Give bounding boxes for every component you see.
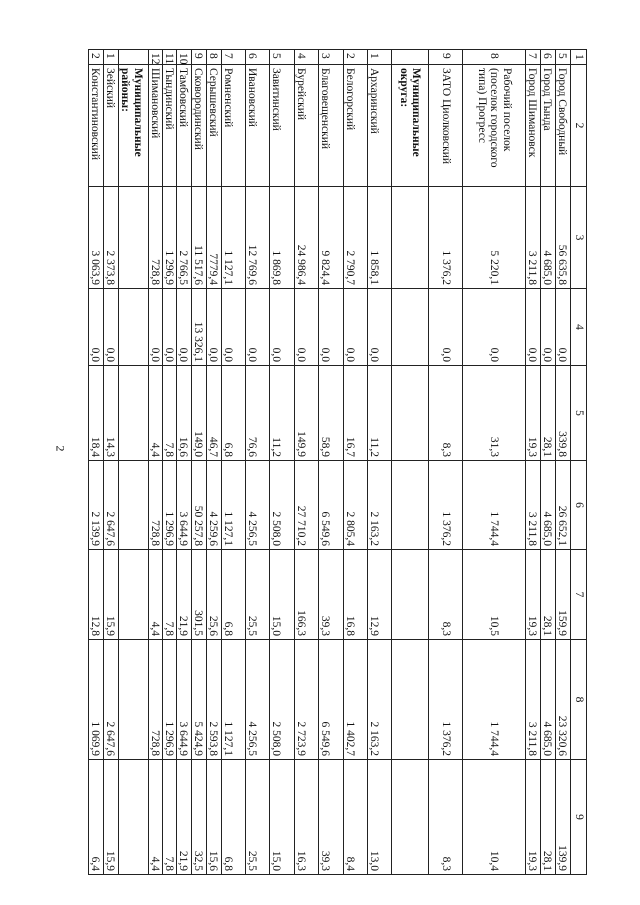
value-cell-c6 (119, 461, 149, 550)
value-cell-c3: 5 220,1 (463, 187, 526, 289)
value-cell-c6: 2 508,0 (270, 461, 295, 550)
value-cell-c8: 1 376,2 (429, 640, 463, 760)
value-cell-c9: 25,5 (246, 760, 270, 875)
value-cell-c3: 3 211,8 (526, 187, 541, 289)
value-cell-c3 (119, 187, 149, 289)
value-cell-c6: 2 163,2 (368, 461, 392, 550)
value-cell-c8: 1 127,1 (222, 640, 246, 760)
table-row (192, 50, 207, 875)
column-number-cell: 6 (571, 461, 587, 550)
value-cell-c8: 6 549,6 (319, 640, 344, 760)
value-cell-c3: 2 373,8 (104, 187, 119, 289)
value-cell-c5: 18,4 (89, 366, 104, 461)
value-cell-c4: 0,0 (429, 289, 463, 366)
value-cell-c5: 11,2 (270, 366, 295, 461)
value-cell-c5: 31,3 (463, 366, 526, 461)
municipality-name-cell: Белогорский (344, 65, 368, 187)
table-row (319, 50, 344, 875)
value-cell-c4: 0,0 (556, 289, 571, 366)
table-row (163, 50, 177, 875)
row-index-cell: 5 (556, 50, 571, 65)
table-row (149, 50, 163, 875)
value-cell-c7: 28,1 (541, 550, 556, 640)
column-number-cell: 3 (571, 187, 587, 289)
column-number-cell: 8 (571, 640, 587, 760)
row-index-cell: 2 (89, 50, 104, 65)
value-cell-c6: 728,8 (149, 461, 163, 550)
value-cell-c4: 0,0 (222, 289, 246, 366)
value-cell-c4: 0,0 (163, 289, 177, 366)
value-cell-c8: 1 744,4 (463, 640, 526, 760)
value-cell-c8: 1 069,9 (89, 640, 104, 760)
value-cell-c3: 1 858,1 (368, 187, 392, 289)
value-cell-c4: 0,0 (541, 289, 556, 366)
value-cell-c6: 3 211,8 (526, 461, 541, 550)
value-cell-c6: 1 744,4 (463, 461, 526, 550)
page-number: 2 (53, 445, 68, 452)
value-cell-c5: 339,8 (556, 366, 571, 461)
table-body (89, 50, 587, 875)
value-cell-c8: 4 256,5 (246, 640, 270, 760)
value-cell-c9: 6,8 (222, 760, 246, 875)
value-cell-c8: 2 593,8 (207, 640, 222, 760)
value-cell-c3: 9 824,4 (319, 187, 344, 289)
value-cell-c8 (392, 640, 429, 760)
value-cell-c4: 13 326,1 (192, 289, 207, 366)
value-cell-c9: 8,4 (344, 760, 368, 875)
value-cell-c8: 3 644,9 (177, 640, 192, 760)
value-cell-c4: 0,0 (368, 289, 392, 366)
municipality-name-cell: Тамбовский (177, 65, 192, 187)
column-number-cell: 1 (571, 50, 587, 65)
value-cell-c5: 58,9 (319, 366, 344, 461)
municipality-name-cell: Бурейский (295, 65, 319, 187)
row-index-cell: 7 (222, 50, 246, 65)
value-cell-c7: 16,8 (344, 550, 368, 640)
value-cell-c4 (392, 289, 429, 366)
municipality-name-cell: Муниципальные районы: (119, 65, 149, 187)
table-row (344, 50, 368, 875)
municipality-name-cell: Рабочий поселок (поселок городского типа) Прогресс (463, 65, 526, 187)
value-cell-c4: 0,0 (207, 289, 222, 366)
value-cell-c9: 8,3 (429, 760, 463, 875)
value-cell-c3: 4 685,0 (541, 187, 556, 289)
value-cell-c6: 4 685,0 (541, 461, 556, 550)
value-cell-c5 (392, 366, 429, 461)
value-cell-c8: 2 508,0 (270, 640, 295, 760)
value-cell-c5: 14,3 (104, 366, 119, 461)
value-cell-c3: 1 296,9 (163, 187, 177, 289)
value-cell-c3: 11 517,6 (192, 187, 207, 289)
value-cell-c3: 2 790,7 (344, 187, 368, 289)
value-cell-c7: 159,9 (556, 550, 571, 640)
table-row (207, 50, 222, 875)
municipality-name-cell: Тындинский (163, 65, 177, 187)
value-cell-c8: 4 685,0 (541, 640, 556, 760)
municipality-name-cell: Серышевский (207, 65, 222, 187)
table-row (177, 50, 192, 875)
value-cell-c8: 1 296,9 (163, 640, 177, 760)
value-cell-c7: 166,3 (295, 550, 319, 640)
value-cell-c3: 2 766,5 (177, 187, 192, 289)
value-cell-c9: 21,9 (177, 760, 192, 875)
value-cell-c7 (119, 550, 149, 640)
row-index-cell: 1 (104, 50, 119, 65)
value-cell-c3: 24 986,4 (295, 187, 319, 289)
value-cell-c4: 0,0 (89, 289, 104, 366)
value-cell-c5: 149,9 (295, 366, 319, 461)
value-cell-c9: 13,0 (368, 760, 392, 875)
value-cell-c8: 23 320,6 (556, 640, 571, 760)
value-cell-c7: 8,3 (429, 550, 463, 640)
value-cell-c6: 3 644,9 (177, 461, 192, 550)
value-cell-c3: 56 635,8 (556, 187, 571, 289)
row-index-cell: 10 (177, 50, 192, 65)
value-cell-c7: 7,8 (163, 550, 177, 640)
value-cell-c5: 16,7 (344, 366, 368, 461)
value-cell-c8: 1 402,7 (344, 640, 368, 760)
value-cell-c9: 16,3 (295, 760, 319, 875)
value-cell-c9: 39,3 (319, 760, 344, 875)
value-cell-c7: 4,4 (149, 550, 163, 640)
value-cell-c4: 0,0 (177, 289, 192, 366)
value-cell-c7: 12,8 (89, 550, 104, 640)
value-cell-c7: 301,5 (192, 550, 207, 640)
value-cell-c5: 11,2 (368, 366, 392, 461)
row-index-cell: 3 (319, 50, 344, 65)
column-number-cell: 9 (571, 760, 587, 875)
value-cell-c5: 8,3 (429, 366, 463, 461)
municipality-name-cell: Ивановский (246, 65, 270, 187)
value-cell-c4: 0,0 (149, 289, 163, 366)
value-cell-c7: 25,6 (207, 550, 222, 640)
table-row (556, 50, 571, 875)
value-cell-c9: 15,6 (207, 760, 222, 875)
value-cell-c4: 0,0 (344, 289, 368, 366)
row-index-cell: 11 (163, 50, 177, 65)
table-row (368, 50, 392, 875)
value-cell-c8: 2 163,2 (368, 640, 392, 760)
table-row (270, 50, 295, 875)
value-cell-c5: 6,8 (222, 366, 246, 461)
value-cell-c6: 1 296,9 (163, 461, 177, 550)
value-cell-c7: 12,9 (368, 550, 392, 640)
municipality-name-cell: Муниципальные округа: (392, 65, 429, 187)
value-cell-c6: 50 257,8 (192, 461, 207, 550)
table-row (246, 50, 270, 875)
municipality-name-cell: ЗАТО Циолковский (429, 65, 463, 187)
value-cell-c8: 2 723,9 (295, 640, 319, 760)
value-cell-c6: 4 256,5 (246, 461, 270, 550)
table-row (526, 50, 541, 875)
value-cell-c9: 6,4 (89, 760, 104, 875)
value-cell-c8: 5 424,9 (192, 640, 207, 760)
value-cell-c3: 1 869,8 (270, 187, 295, 289)
value-cell-c3: 7779,4 (207, 187, 222, 289)
municipality-name-cell: Город Свободный (556, 65, 571, 187)
value-cell-c6: 2 139,9 (89, 461, 104, 550)
table-row (541, 50, 556, 875)
row-index-cell: 6 (541, 50, 556, 65)
value-cell-c7: 15,9 (104, 550, 119, 640)
row-index-cell: 5 (270, 50, 295, 65)
value-cell-c6: 27 710,2 (295, 461, 319, 550)
row-index-cell (119, 50, 149, 65)
value-cell-c5: 76,6 (246, 366, 270, 461)
value-cell-c9: 15,9 (104, 760, 119, 875)
value-cell-c7: 6,8 (222, 550, 246, 640)
value-cell-c9: 139,9 (556, 760, 571, 875)
value-cell-c6: 1 376,2 (429, 461, 463, 550)
value-cell-c4: 0,0 (104, 289, 119, 366)
table-row (429, 50, 463, 875)
value-cell-c7: 15,0 (270, 550, 295, 640)
row-index-cell: 2 (344, 50, 368, 65)
value-cell-c9: 15,0 (270, 760, 295, 875)
value-cell-c6: 4 259,6 (207, 461, 222, 550)
municipality-name-cell: Шимановский (149, 65, 163, 187)
municipality-name-cell: Завитинский (270, 65, 295, 187)
column-number-cell: 4 (571, 289, 587, 366)
value-cell-c4: 0,0 (295, 289, 319, 366)
municipality-name-cell: Ромненский (222, 65, 246, 187)
value-cell-c6: 26 652,1 (556, 461, 571, 550)
value-cell-c5: 4,4 (149, 366, 163, 461)
value-cell-c5: 149,0 (192, 366, 207, 461)
municipality-name-cell: Зейский (104, 65, 119, 187)
value-cell-c9: 10,4 (463, 760, 526, 875)
value-cell-c6: 2 805,4 (344, 461, 368, 550)
municipality-name-cell: Константиновский (89, 65, 104, 187)
section-header-row (119, 50, 149, 875)
value-cell-c4: 0,0 (319, 289, 344, 366)
value-cell-c5 (119, 366, 149, 461)
value-cell-c3: 3 063,9 (89, 187, 104, 289)
municipality-name-cell: Архаринский (368, 65, 392, 187)
value-cell-c4 (119, 289, 149, 366)
value-cell-c4: 0,0 (463, 289, 526, 366)
value-cell-c4: 0,0 (246, 289, 270, 366)
data-table (88, 49, 587, 875)
row-index-cell: 1 (368, 50, 392, 65)
table-row (463, 50, 526, 875)
column-number-cell: 5 (571, 366, 587, 461)
value-cell-c4: 0,0 (270, 289, 295, 366)
value-cell-c3 (392, 187, 429, 289)
row-index-cell: 8 (463, 50, 526, 65)
value-cell-c7: 19,3 (526, 550, 541, 640)
section-header-row (392, 50, 429, 875)
value-cell-c9: 7,8 (163, 760, 177, 875)
column-number-cell: 7 (571, 550, 587, 640)
value-cell-c6: 1 127,1 (222, 461, 246, 550)
table-row (222, 50, 246, 875)
column-number-row (571, 50, 587, 875)
row-index-cell: 6 (246, 50, 270, 65)
row-index-cell: 7 (526, 50, 541, 65)
column-number-cell: 2 (571, 65, 587, 187)
value-cell-c8 (119, 640, 149, 760)
value-cell-c9: 28,1 (541, 760, 556, 875)
value-cell-c3: 728,8 (149, 187, 163, 289)
municipality-name-cell: Сковородинский (192, 65, 207, 187)
value-cell-c6: 2 647,6 (104, 461, 119, 550)
value-cell-c6 (392, 461, 429, 550)
value-cell-c7: 10,5 (463, 550, 526, 640)
value-cell-c6: 6 549,6 (319, 461, 344, 550)
value-cell-c5: 46,7 (207, 366, 222, 461)
value-cell-c5: 28,1 (541, 366, 556, 461)
row-index-cell: 9 (429, 50, 463, 65)
value-cell-c5: 7,8 (163, 366, 177, 461)
row-index-cell: 4 (295, 50, 319, 65)
value-cell-c9: 32,5 (192, 760, 207, 875)
value-cell-c8: 2 647,6 (104, 640, 119, 760)
table-row (104, 50, 119, 875)
row-index-cell: 12 (149, 50, 163, 65)
table-row (89, 50, 104, 875)
value-cell-c9: 4,4 (149, 760, 163, 875)
value-cell-c8: 3 211,8 (526, 640, 541, 760)
value-cell-c7: 21,9 (177, 550, 192, 640)
row-index-cell (392, 50, 429, 65)
value-cell-c5: 19,3 (526, 366, 541, 461)
value-cell-c7 (392, 550, 429, 640)
value-cell-c9 (119, 760, 149, 875)
value-cell-c9: 19,3 (526, 760, 541, 875)
table-row (295, 50, 319, 875)
value-cell-c7: 39,3 (319, 550, 344, 640)
municipality-name-cell: Город Шимановск (526, 65, 541, 187)
value-cell-c4: 0,0 (526, 289, 541, 366)
value-cell-c8: 728,8 (149, 640, 163, 760)
row-index-cell: 8 (207, 50, 222, 65)
value-cell-c7: 25,5 (246, 550, 270, 640)
value-cell-c3: 1 127,1 (222, 187, 246, 289)
value-cell-c3: 1 376,2 (429, 187, 463, 289)
row-index-cell: 9 (192, 50, 207, 65)
municipality-name-cell: Город Тында (541, 65, 556, 187)
value-cell-c5: 16,6 (177, 366, 192, 461)
rotated-table-sheet (88, 49, 587, 874)
value-cell-c3: 12 769,6 (246, 187, 270, 289)
municipality-name-cell: Благовещенский (319, 65, 344, 187)
value-cell-c9 (392, 760, 429, 875)
